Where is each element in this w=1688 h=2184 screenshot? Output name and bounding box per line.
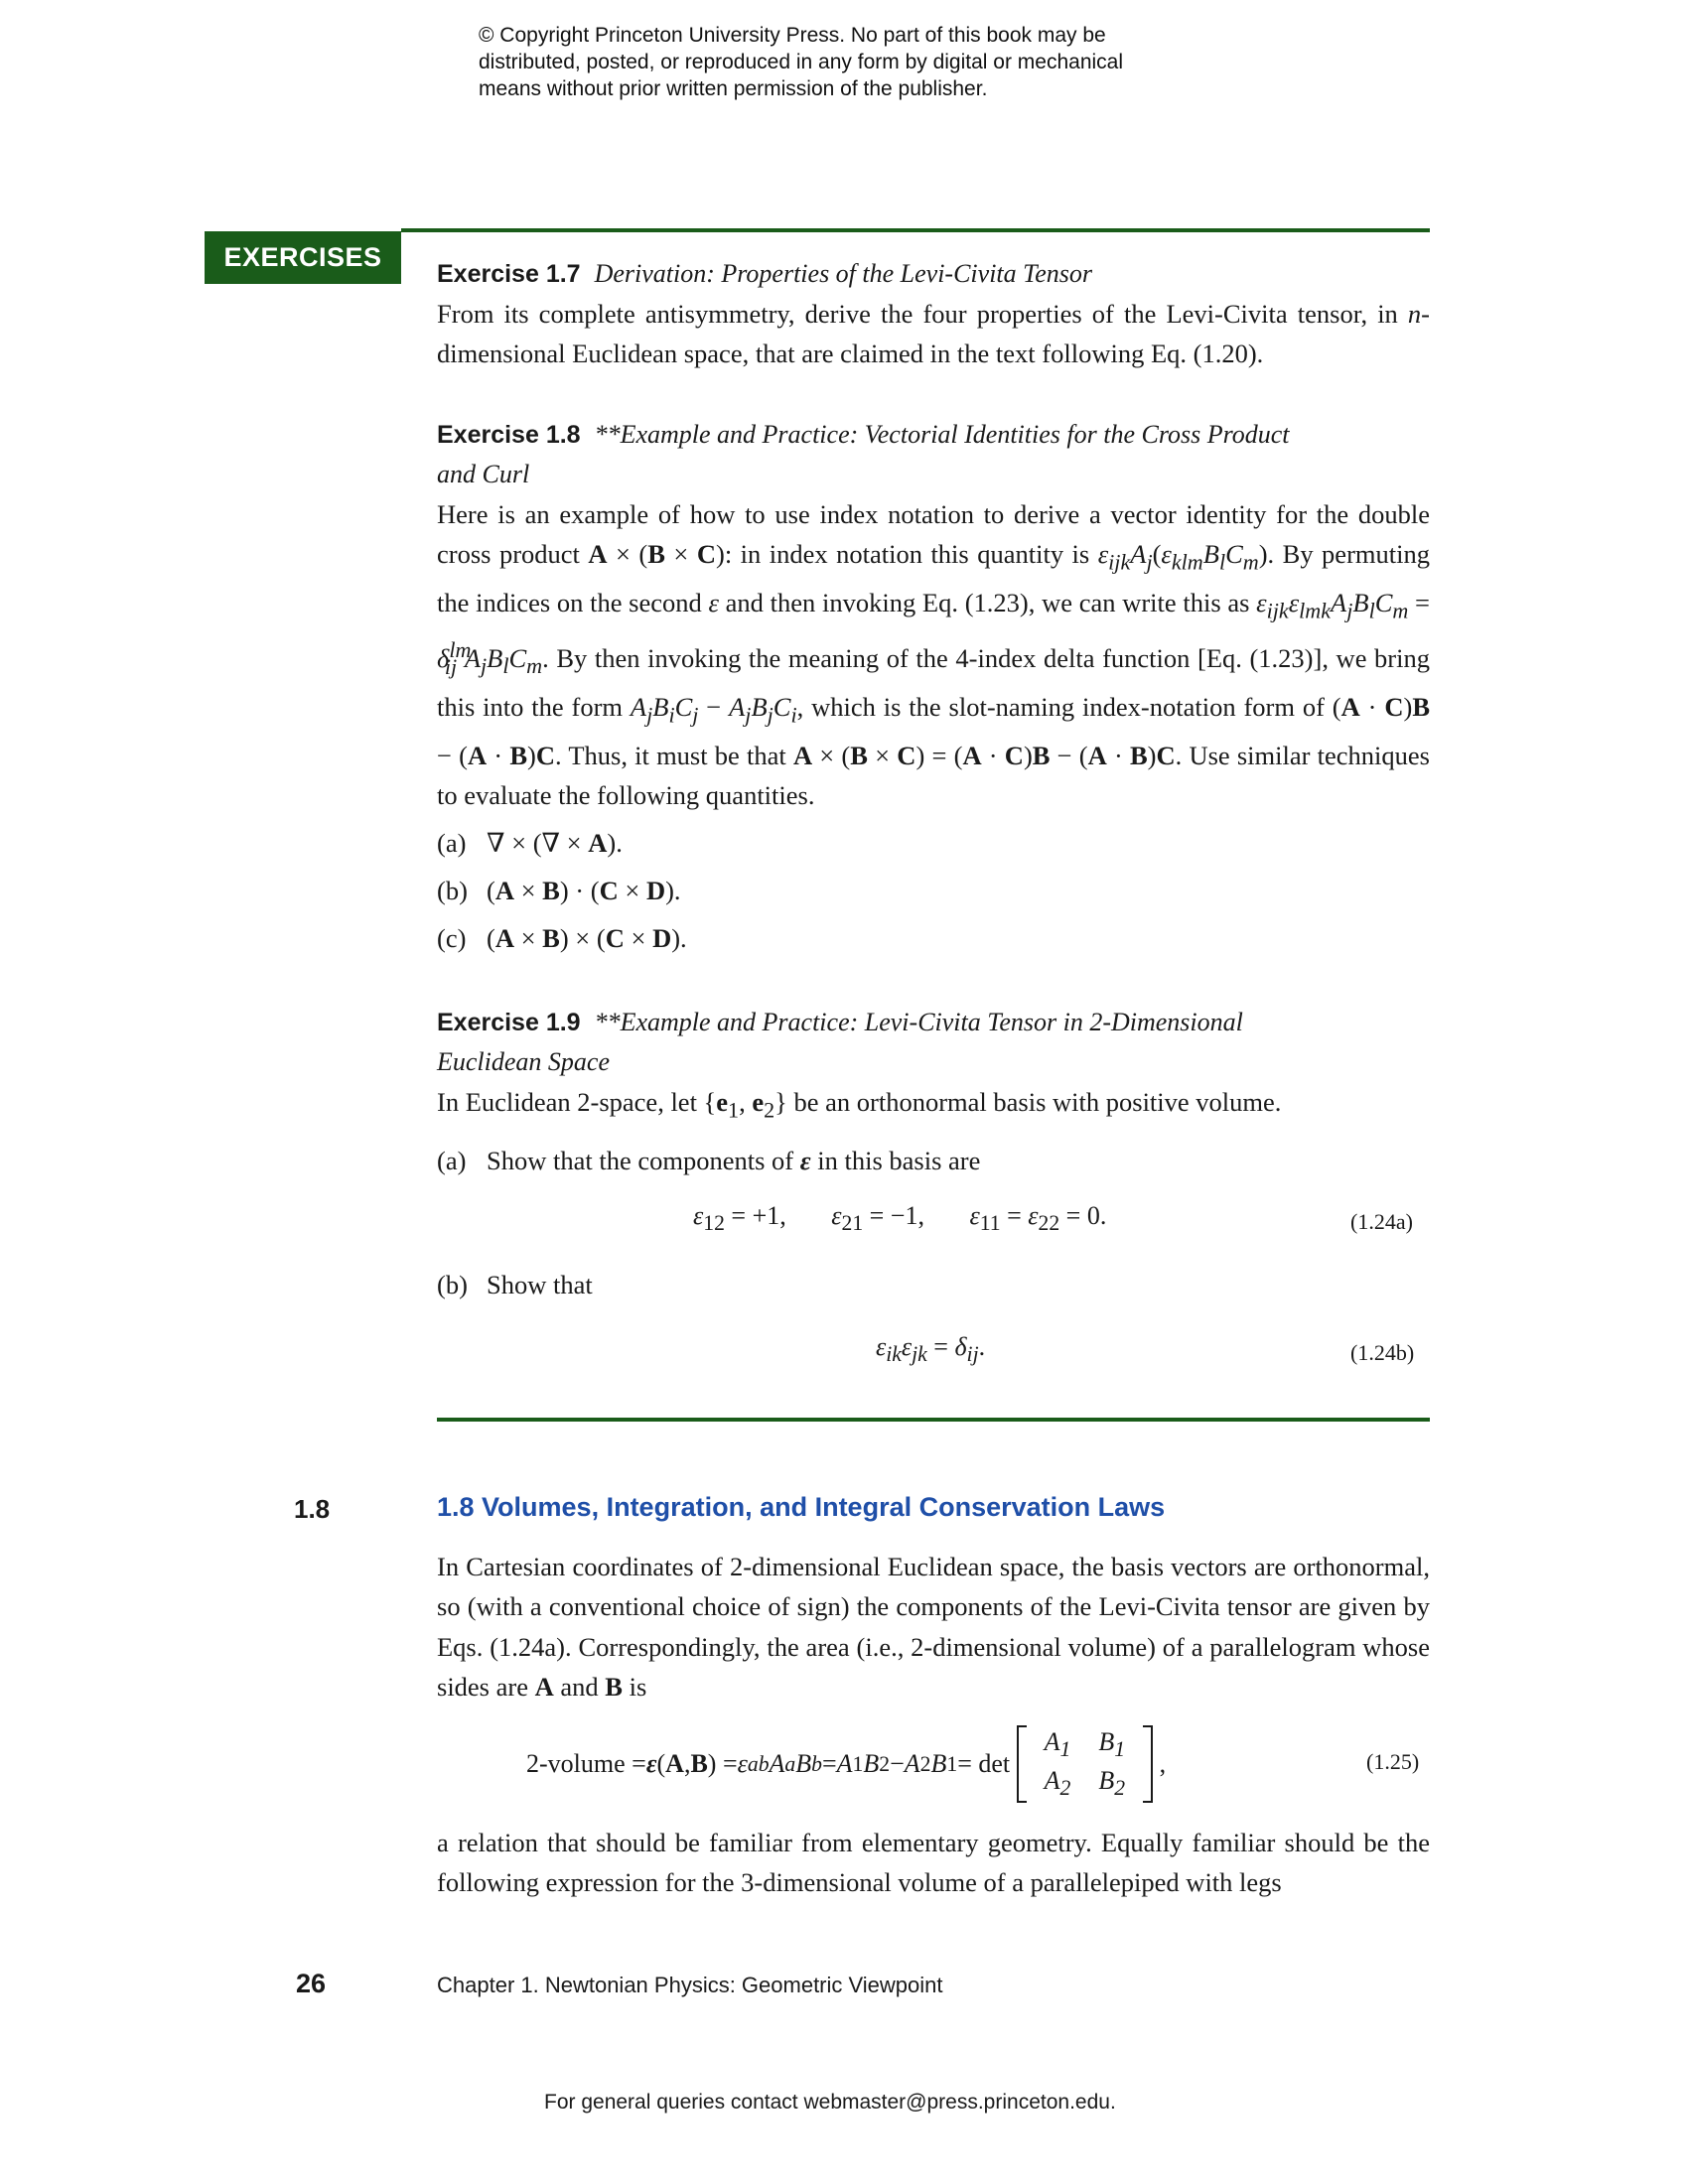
exercise-title: **Example and Practice: Vectorial Identities for the Cross Product [594,420,1290,449]
exercise-item: (b) (A × B) · (C × D). [437,871,1430,910]
exercise-item: (a) Show that the components of ε in this basis are [437,1141,1430,1180]
section-body-2 [437,1823,1430,1903]
copyright-line: distributed, posted, or reproduced in any form by digital or mechanical [479,51,1124,73]
exercises-tab: EXERCISES [205,231,401,284]
body-text: In Cartesian coordinates of 2-dimensional Euclidean space, the basis vectors are orthonormal, so (with a conventional choice of sign) the components of the Levi-Civita tensor are given by Eqs. (1.24a). Correspondingly, the area (i.e., 2-dimensional volume) of a parallelogram whose sides are [437,1552,1430,1702]
copyright-line: © Copyright Princeton University Press. No part of this book may be [479,24,1106,47]
copyright-line: means without prior written permission of the publisher. [479,77,988,100]
matrix: $A_1$ $B_1$ $A_2$ $B_2$ [1017,1725,1153,1803]
page-number: 26 [296,1969,327,1998]
top-rule [401,228,1430,232]
item-label: (b) [437,1270,468,1299]
equation-1-24a: $\varepsilon_{12} = +1$, $\varepsilon_{21} = -1$, $\varepsilon_{11} = \varepsilon_{22} = 0$. [693,1201,1107,1236]
equation-number: (1.24a) [1350,1209,1413,1234]
exercise-1-7 [437,254,1430,374]
exercise-title: **Example and Practice: Levi-Civita Tensor in 2-Dimensional [594,1008,1243,1036]
body-text: and [560,1671,599,1702]
equation-label: 2-volume [526,1749,626,1779]
exercise-title: Derivation: Properties of the Levi-Civita Tensor [594,259,1092,288]
equation-number: (1.25) [1366,1749,1420,1774]
equation-1-25: 2-volume = ε ( A , B ) = ε ab A a B b = A 1 B 2 − A 2 B 1 = det $A_1$ $B_1$ $A_2$ $B_2$ , [526,1725,1166,1803]
item-text: Show that [487,1270,593,1299]
exercise-title-cont: Euclidean Space [437,1047,610,1076]
exercise-number: Exercise 1.8 [437,421,581,449]
exercise-title-cont: and Curl [437,460,530,488]
equation-1-24b: $\varepsilon_{ik}\varepsilon_{jk} = \delta_{ij}$. [876,1332,986,1367]
body-text: n [1407,299,1422,329]
item-label: (b) [437,876,468,906]
bottom-rule [437,1418,1430,1422]
exercise-item [437,1265,593,1304]
item-label: (a) [437,1145,467,1175]
item-text: in this basis are [817,1145,981,1175]
section-title: 1.8 Volumes, Integration, and Integral Conservation Laws [437,1492,1166,1522]
equation-number: (1.24b) [1350,1340,1415,1365]
body-text: From its complete antisymmetry, derive the four properties of the Levi-Civita tensor, in [437,299,1408,329]
running-head: Chapter 1. Newtonian Physics: Geometric Viewpoint [437,1973,943,1997]
copyright-notice [479,22,1213,102]
body-text: -dimensional Euclidean space, that are claimed in the text following Eq. (1.20). [437,299,1430,369]
equation-det: det [978,1749,1011,1779]
item-label: (c) [437,923,467,954]
exercise-item: (c) (A × B) × (C × D). [437,918,1430,958]
exercise-1-9 [437,1003,1430,1180]
section-body [437,1547,1430,1706]
exercise-item: (a) ∇ × (∇ × A). [437,823,1430,863]
exercise-number: Exercise 1.7 [437,260,581,288]
exercise-body [437,294,1430,374]
exercise-heading [437,254,1430,294]
item-text: Show that the components of [487,1145,794,1175]
exercise-body: Here is an example of how to use index notation to derive a vector identity for the double cross product A × (B × C): in index notation this quantity is $\varepsilon_{ijk}A_j(\varepsilon_{klm}B_lC_m)$. By permuting the indices on the second ε and then invoking Eq. (1.23), we can write this as $\varepsilon_{ijk}\varepsilon_{lmk}A_jB_lC_m = \delta^{lm}_{ij}$ $A_jB_lC_m$. By then invoking the meaning of the 4-index delta function [Eq. (1.23)], we bring this into the form $A_jB_iC_j - A_jB_jC_i$, which is the slot-naming index-notation form of (A · C)B − (A · B)C. Thus, it must be that A × (B × C) = (A · C)B − (A · B)C. Use similar techniques to evaluate the following quantities. [437,499,1431,810]
section-paragraph: a relation that should be familiar from elementary geometry. Equally familiar should be the following expression for the 3-dimensional volume of a parallelepiped with legs [437,1828,1430,1898]
exercise-heading [437,1003,1430,1042]
exercise-1-8 [437,415,1430,958]
footer-notice: For general queries contact webmaster@press.princeton.edu. [544,2091,1116,2114]
exercise-number: Exercise 1.9 [437,1009,581,1036]
exercise-heading [437,415,1430,455]
item-label: (a) [437,828,467,859]
section-paragraph: In Cartesian coordinates of 2-dimensional Euclidean space, the basis vectors are orthonormal, so (with a conventional choice of sign) the components of the Levi-Civita tensor are given by Eqs. (1.24a). Correspondingly, the area (i.e., 2-dimensional volume) of a parallelogram whose sides are A and B is [437,1552,1430,1702]
body-text: is [629,1671,647,1702]
section-margin-number: 1.8 [294,1494,331,1524]
exercise-body: In Euclidean 2-space, let {$e_1$, $e_2$} be an orthonormal basis with positive volume. [437,1087,1282,1123]
